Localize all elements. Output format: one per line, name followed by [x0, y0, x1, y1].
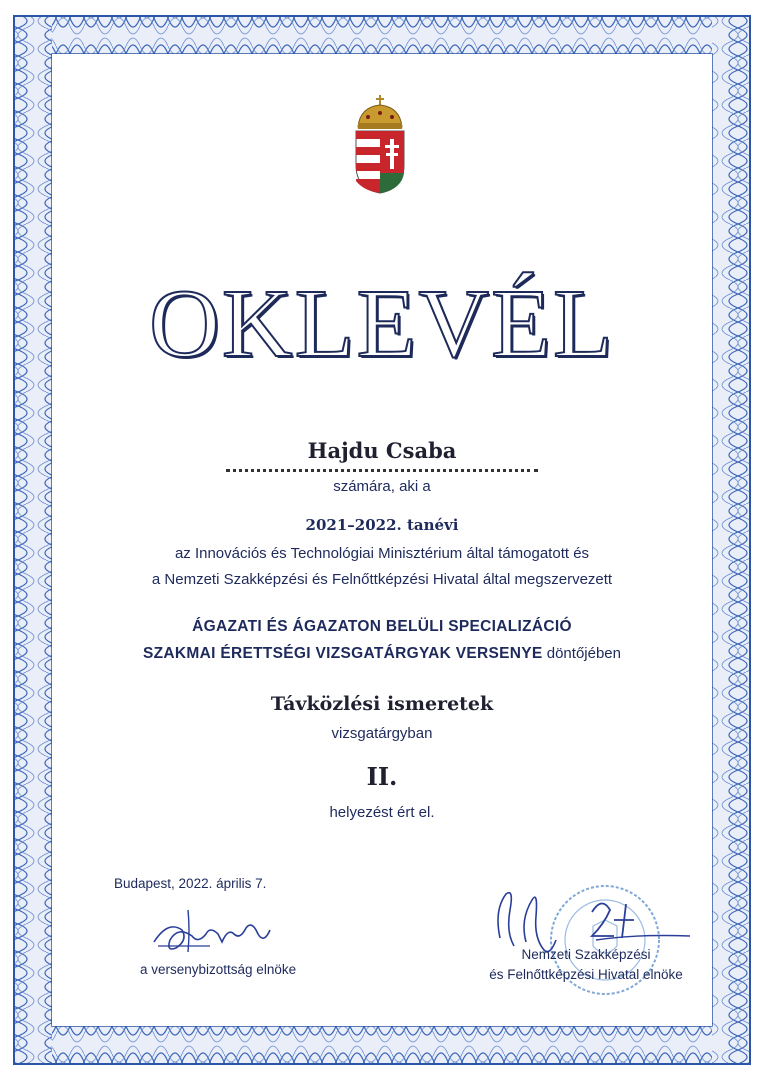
placement-rank: II.: [366, 762, 398, 791]
competition-line-1: ÁGAZATI ÉS ÁGAZATON BELÜLI SPECIALIZÁCIÓ: [192, 618, 572, 635]
competition-line-2-wrap: [0, 645, 764, 663]
signature-left: [148, 900, 278, 960]
date-line: Budapest, 2022. április 7.: [114, 876, 267, 891]
subject-name: Távközlési ismeretek: [270, 693, 494, 715]
hungarian-coat-of-arms-icon: [350, 95, 410, 195]
organizer-line: a Nemzeti Szakképzési és Felnőttképzési Hivatal által megszervezett: [151, 571, 613, 588]
right-signatory-line-2: és Felnőttképzési Hivatal elnöke: [489, 967, 683, 982]
competition-suffix: döntőjében: [542, 645, 621, 662]
competition-line-2: SZAKMAI ÉRETTSÉGI VIZSGATÁRGYAK VERSENYE: [143, 645, 543, 662]
support-line: az Innovációs és Technológiai Minisztérium által támogatott és: [174, 545, 590, 562]
right-signatory-title: [476, 945, 696, 985]
dotted-rule: [226, 467, 538, 472]
recipient-line: [0, 438, 764, 463]
school-year: 2021–2022. tanévi: [305, 516, 459, 534]
subject-suffix: vizsgatárgyban: [331, 725, 433, 742]
right-signatory-line-1: Nemzeti Szakképzési: [521, 947, 651, 962]
diploma-title: OKLEVÉL: [149, 270, 615, 378]
left-signatory-title: a versenybizottság elnöke: [140, 962, 297, 977]
recipient-name: Hajdu Csaba: [307, 438, 457, 463]
placement-text: helyezést ért el.: [329, 804, 435, 821]
for-whom-text: számára, aki a: [333, 478, 431, 495]
